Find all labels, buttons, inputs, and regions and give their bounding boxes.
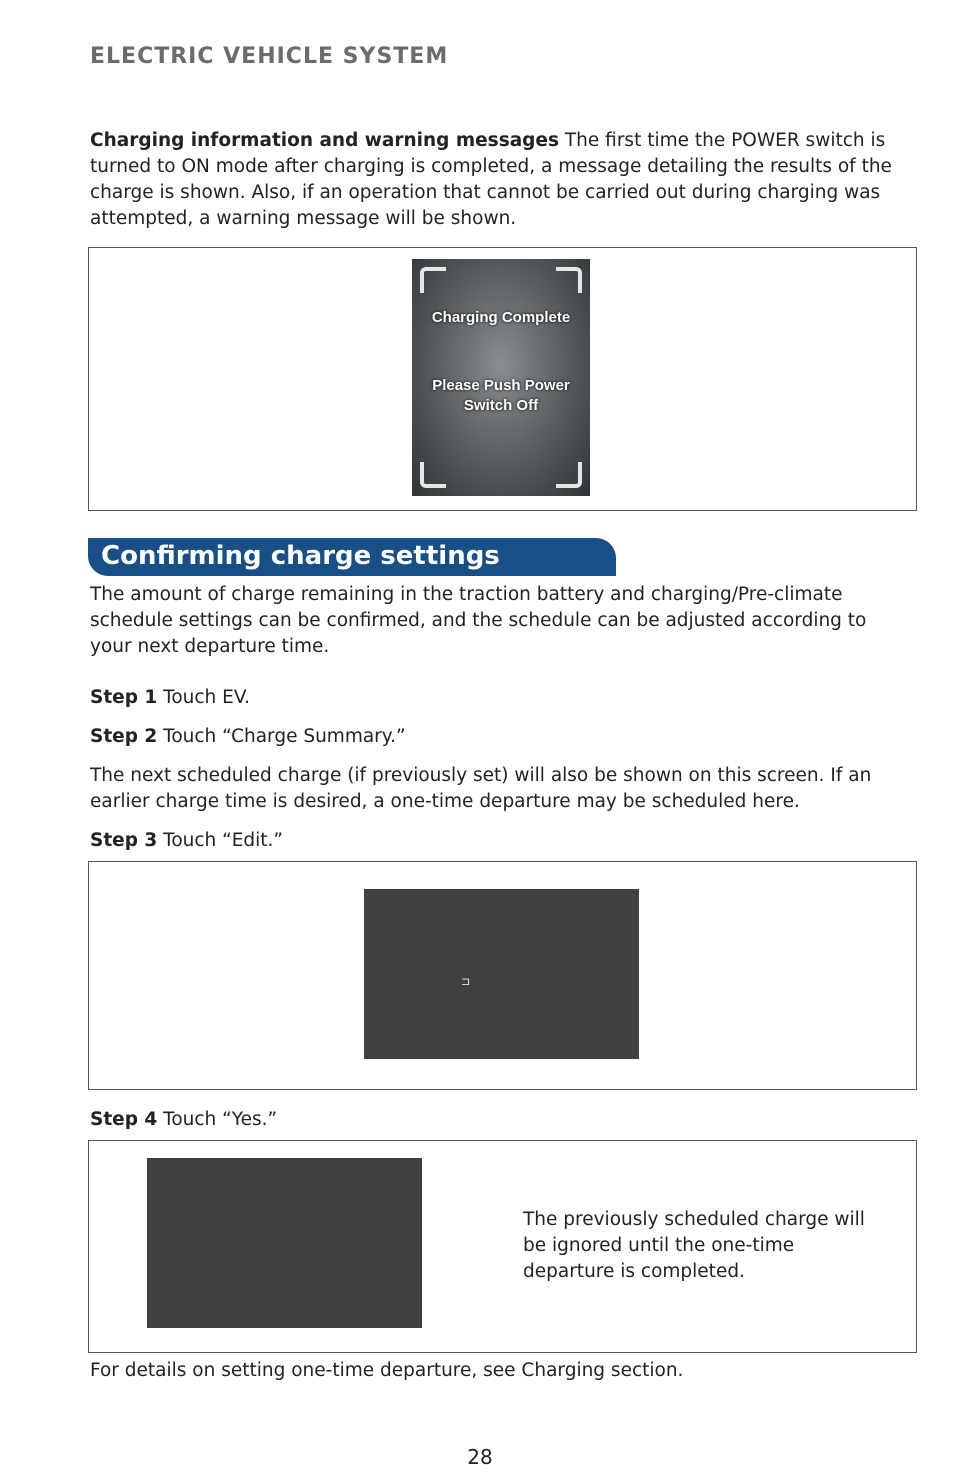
step-label: Step 1 — [90, 687, 158, 708]
screen-corner-bracket — [556, 462, 582, 488]
section-banner — [88, 538, 616, 576]
screen-corner-bracket — [556, 267, 582, 293]
step-label: Step 2 — [90, 726, 158, 747]
step-label: Step 4 — [90, 1109, 158, 1130]
screen-message-line2: Switch Off — [463, 397, 539, 414]
screen-corner-bracket — [420, 267, 446, 293]
intro-paragraph — [90, 128, 910, 232]
step-4 — [90, 1107, 910, 1133]
screen-corner-bracket — [420, 462, 446, 488]
section-header: ELECTRIC VEHICLE SYSTEM — [90, 44, 449, 69]
figure-edit-screen — [88, 861, 917, 1090]
display-screen — [412, 259, 590, 496]
step-3 — [90, 828, 910, 854]
display-screen-placeholder — [147, 1158, 422, 1328]
screen-glyph: ⊐ — [461, 975, 471, 988]
figure-charging-complete — [88, 247, 917, 511]
screen-title: Charging Complete — [431, 309, 571, 326]
section-title: Confirming charge settings — [101, 541, 500, 571]
step-text: Touch EV. — [157, 687, 250, 708]
step-text: Touch “Yes.” — [157, 1109, 278, 1130]
step-1 — [90, 685, 910, 711]
page-number: 28 — [467, 1445, 493, 1469]
intro-text: The first time the POWER switch is turned to ON mode after charging is completed, a message detailing the results of the charge is shown. Also, if an operation that cannot be carried out during charging was attempted, a warning message will be shown. — [90, 130, 892, 229]
step-text: Touch “Edit.” — [157, 830, 284, 851]
figure-yes-screen — [88, 1140, 917, 1353]
screen-message-line1: Please Push Power — [432, 377, 570, 394]
display-screen-placeholder — [364, 889, 639, 1059]
step-2 — [90, 724, 910, 750]
step-label: Step 3 — [90, 830, 158, 851]
footer-note: For details on setting one-time departure, see Charging section. — [90, 1360, 684, 1381]
section-description: The amount of charge remaining in the traction battery and charging/Pre-climate schedule settings can be confirmed, and the schedule can be adjusted according to your next departure time. — [90, 584, 867, 657]
scheduled-charge-note: The next scheduled charge (if previously set) will also be shown on this screen. If an earlier charge time is desired, a one-time departure may be scheduled here. — [90, 765, 872, 812]
intro-bold-lead: Charging information and warning messages — [90, 130, 559, 151]
step-text: Touch “Charge Summary.” — [157, 726, 406, 747]
figure-caption: The previously scheduled charge will be ignored until the one-time departure is completed. — [523, 1209, 865, 1282]
